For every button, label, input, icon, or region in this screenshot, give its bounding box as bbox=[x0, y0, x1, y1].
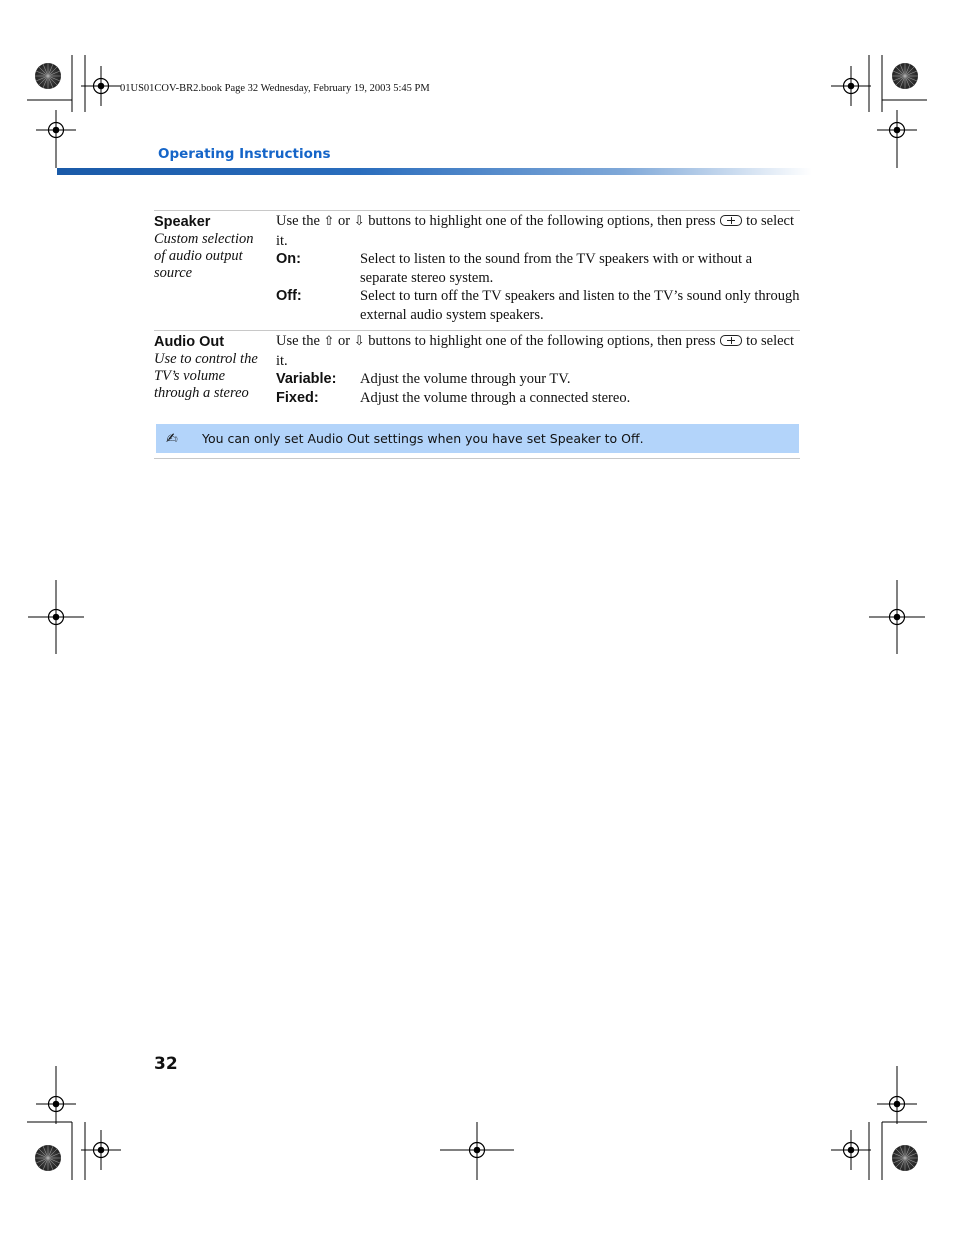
option-on bbox=[276, 250, 800, 287]
option-text: Select to listen to the sound from the TV speakers with or without a separate stereo system. bbox=[360, 251, 753, 286]
option-off bbox=[276, 287, 800, 324]
intro-mid: or bbox=[338, 213, 351, 229]
setting-name: Speaker bbox=[154, 214, 211, 230]
setting-body bbox=[276, 332, 800, 407]
section-title: Operating Instructions bbox=[158, 146, 331, 162]
star-target-bottom-left bbox=[35, 1145, 61, 1171]
file-info: 01US01COV-BR2.book Page 32 Wednesday, February 19, 2003 5:45 PM bbox=[120, 83, 430, 94]
up-arrow-icon: ⇧ bbox=[323, 214, 335, 229]
setting-body bbox=[276, 212, 800, 324]
header-bar bbox=[57, 168, 812, 175]
setting-row-speaker bbox=[154, 211, 800, 331]
option-text: Adjust the volume through your TV. bbox=[360, 371, 571, 387]
intro-post: buttons to highlight one of the following options, then press bbox=[368, 213, 716, 229]
setting-label bbox=[154, 212, 276, 324]
intro-pre: Use the bbox=[276, 213, 320, 229]
option-label: Variable: bbox=[276, 371, 337, 387]
up-arrow-icon: ⇧ bbox=[323, 334, 335, 349]
intro-mid: or bbox=[338, 333, 351, 349]
registration-mark-bottom-left-2 bbox=[81, 1130, 121, 1170]
note-divider bbox=[154, 458, 800, 459]
down-arrow-icon: ⇩ bbox=[353, 334, 365, 349]
star-target-bottom-right bbox=[892, 1145, 918, 1171]
registration-mark-top-right-1 bbox=[831, 66, 871, 106]
intro-post: buttons to highlight one of the following options, then press bbox=[368, 333, 716, 349]
page-number: 32 bbox=[154, 1054, 178, 1074]
intro-pre: Use the bbox=[276, 333, 320, 349]
down-arrow-icon: ⇩ bbox=[353, 214, 365, 229]
note-box bbox=[156, 424, 799, 453]
option-fixed bbox=[276, 389, 800, 408]
setting-description: Use to control the TV’s volume through a stereo bbox=[154, 351, 258, 401]
setting-intro bbox=[276, 332, 800, 370]
star-target-top-left bbox=[35, 63, 61, 89]
setting-name: Audio Out bbox=[154, 334, 225, 350]
note-text: You can only set Audio Out settings when you have set Speaker to Off. bbox=[202, 431, 644, 446]
select-button-icon bbox=[720, 335, 742, 346]
intro-end: to select it. bbox=[276, 333, 795, 369]
option-label: On: bbox=[276, 251, 301, 267]
option-text: Adjust the volume through a connected stereo. bbox=[360, 389, 631, 406]
star-target-top-right bbox=[892, 63, 918, 89]
select-button-icon bbox=[720, 215, 742, 226]
option-label: Off: bbox=[276, 288, 302, 304]
registration-mark-bottom-right-2 bbox=[831, 1130, 871, 1170]
setting-row-audio-out bbox=[154, 331, 800, 413]
setting-intro bbox=[276, 212, 800, 250]
intro-end: to select it. bbox=[276, 213, 795, 249]
registration-mark-top-left-1 bbox=[81, 66, 121, 106]
setting-label bbox=[154, 332, 276, 407]
settings-table bbox=[154, 210, 800, 413]
option-text: Select to turn off the TV speakers and listen to the TV’s sound only through external audio system speakers. bbox=[360, 288, 800, 323]
option-label: Fixed: bbox=[276, 389, 319, 406]
note-pencil-icon: ✍ bbox=[166, 430, 178, 447]
option-variable bbox=[276, 370, 800, 389]
setting-description: Custom selection of audio output source bbox=[154, 231, 254, 281]
